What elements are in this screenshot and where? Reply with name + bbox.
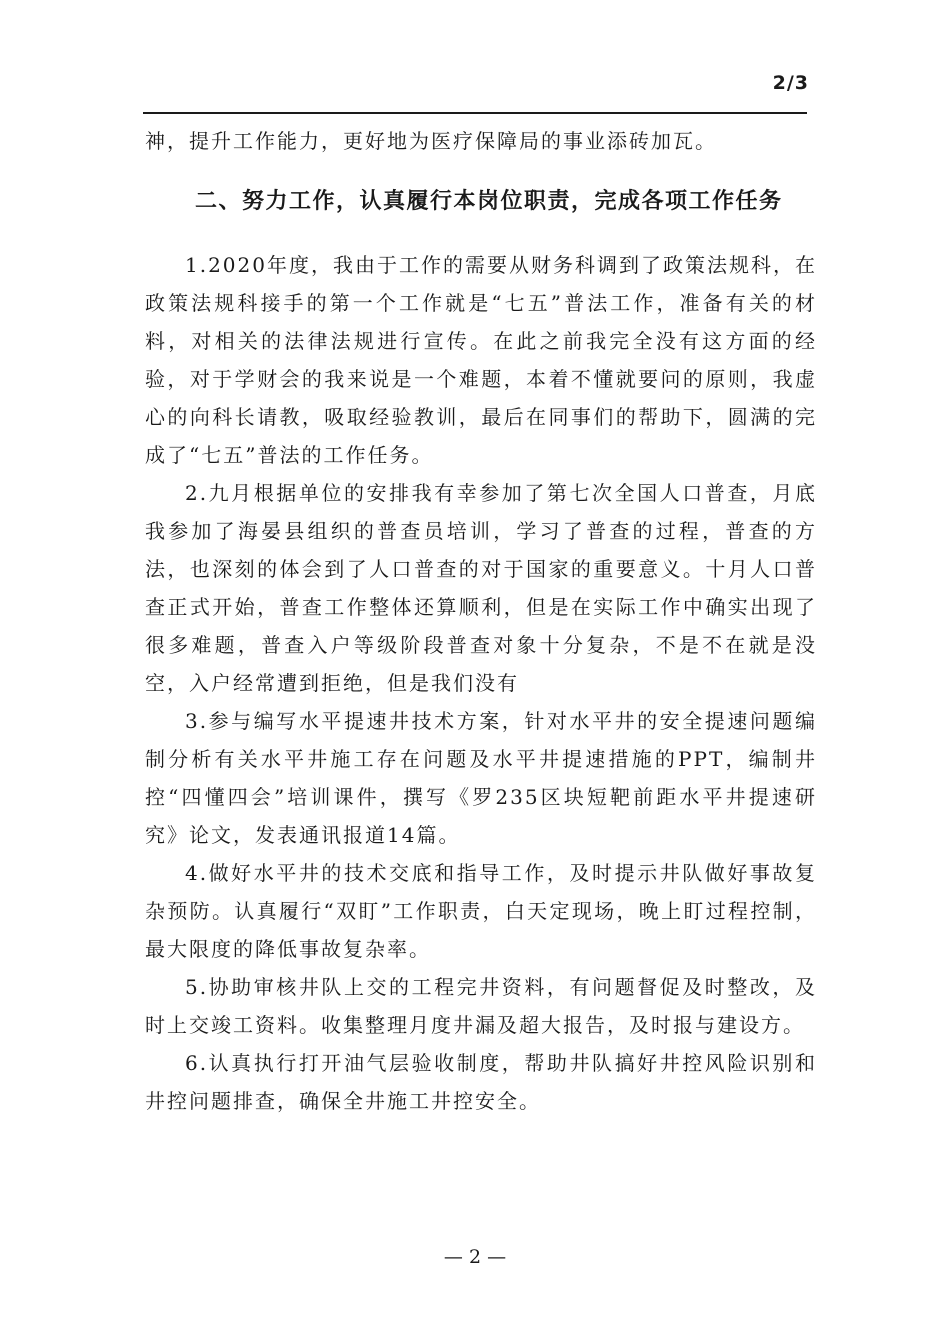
section-heading: 二、努力工作，认真履行本岗位职责，完成各项工作任务 xyxy=(195,189,783,214)
paragraph-3: 3.参与编写水平提速井技术方案，针对水平井的安全提速问题编制分析有关水平井施工存在问题及水平井提速措施的PPT，编制井控“四懂四会”培训课件，撰写《罗235区块短靶前距水平井提速研究》论文，发表通讯报道14篇。 xyxy=(145,709,817,847)
opening-line: 神，提升工作能力，更好地为医疗保障局的事业添砖加瓦。 xyxy=(145,129,717,153)
header-divider xyxy=(143,112,807,114)
paragraph-1: 1.2020年度，我由于工作的需要从财务科调到了政策法规科，在政策法规科接手的第一个工作就是“七五”普法工作，准备有关的材料，对相关的法律法规进行宣传。在此之前我完全没有这方面的经验，对于学财会的我来说是一个难题，本着不懂就要问的原则，我虚心的向科长请教，吸取经验教训，最后在同事们的帮助下，圆满的完成了“七五”普法的工作任务。 xyxy=(145,253,817,467)
page-counter: 2/3 xyxy=(772,72,809,94)
document-body xyxy=(145,122,817,1120)
page-number: — 2 — xyxy=(443,1246,507,1268)
paragraph-5: 5.协助审核井队上交的工程完井资料，有问题督促及时整改，及时上交竣工资料。收集整理月度井漏及超大报告，及时报与建设方。 xyxy=(145,975,817,1037)
paragraph-6: 6.认真执行打开油气层验收制度，帮助井队搞好井控风险识别和井控问题排查，确保全井施工井控安全。 xyxy=(145,1051,817,1113)
paragraph-4: 4.做好水平井的技术交底和指导工作，及时提示井队做好事故复杂预防。认真履行“双盯”工作职责，白天定现场，晚上盯过程控制，最大限度的降低事故复杂率。 xyxy=(145,861,817,961)
paragraph-2: 2.九月根据单位的安排我有幸参加了第七次全国人口普查，月底我参加了海晏县组织的普查员培训，学习了普查的过程，普查的方法，也深刻的体会到了人口普查的对于国家的重要意义。十月人口普查正式开始，普查工作整体还算顺利，但是在实际工作中确实出现了很多难题，普查入户等级阶段普查对象十分复杂，不是不在就是没空，入户经常遭到拒绝，但是我们没有 xyxy=(145,481,817,695)
